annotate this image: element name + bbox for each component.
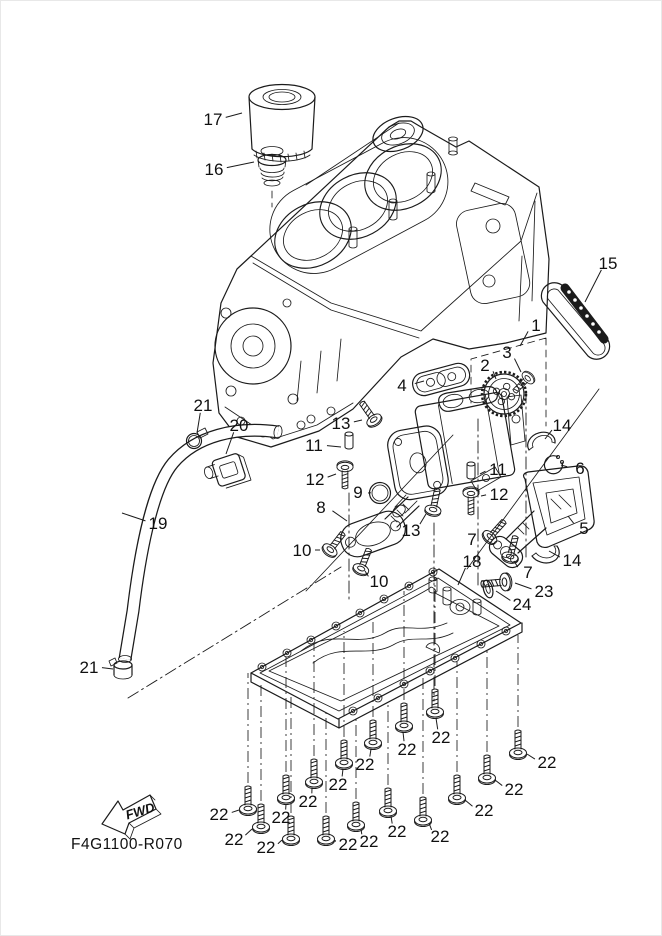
part-number-label: 18 (462, 552, 482, 571)
part-number-label: 19 (148, 514, 168, 533)
part-number-label: 14 (552, 416, 572, 435)
part-number-label: 13 (331, 414, 351, 433)
screw-icon (415, 797, 432, 827)
part-number-label: 22 (537, 753, 557, 772)
part-number-label: 22 (271, 808, 291, 827)
oil-filter-drawing (249, 85, 315, 163)
callout-leader-line (585, 270, 601, 302)
hose-drawing (119, 425, 283, 662)
filter-axis-line (306, 123, 399, 185)
flange-bosses (237, 339, 341, 437)
part-number-label: 6 (575, 459, 585, 478)
fwd-label: FWD (123, 799, 157, 823)
callout-leader-line (327, 446, 341, 447)
snap-ring-drawing (544, 455, 563, 473)
part-number-label: 7 (523, 563, 533, 582)
part-number-label: 15 (598, 254, 618, 273)
part-number-label: 21 (193, 396, 213, 415)
part-number-label: 24 (512, 595, 532, 614)
callout-leader-line (197, 413, 200, 433)
diagram-code: F4G1100-R070 (71, 836, 183, 853)
part-number-label: 22 (224, 830, 244, 849)
screw-icon (318, 816, 335, 846)
callout-leader-line (549, 551, 560, 557)
part-number-label: 22 (431, 728, 451, 747)
screw-icon (306, 759, 323, 789)
callout-leader-line (515, 583, 531, 589)
callout-leader-line (335, 840, 336, 842)
callout-leader-line (420, 514, 426, 524)
part-number-label: 22 (328, 775, 348, 794)
screw-icon (396, 703, 413, 733)
callout-leaders (102, 113, 601, 844)
part-number-label: 22 (474, 801, 494, 820)
callout-leader-line (332, 511, 347, 521)
screw-icon (509, 369, 537, 397)
callout-leader-line (514, 359, 521, 372)
pump-cover (385, 424, 450, 502)
part-number-label: 22 (359, 832, 379, 851)
callout-leader-line (481, 495, 486, 496)
screw-icon (480, 573, 512, 593)
part-number-label: 20 (229, 416, 249, 435)
chain-drawing (541, 283, 609, 360)
screw-icon (336, 740, 353, 770)
screw-icon (365, 720, 382, 750)
oil-pan-drawing (251, 568, 522, 728)
dowel-pin-icon (345, 432, 353, 449)
callout-leader-line (496, 591, 510, 600)
callout-leader-line (122, 513, 145, 521)
part-number-label: 10 (292, 541, 312, 560)
gasket-drawing (410, 361, 472, 398)
screw-icon (449, 775, 466, 805)
o-ring-drawing (370, 483, 391, 504)
screw-icon (380, 788, 397, 818)
callout-leader-line (232, 810, 239, 812)
diagram-canvas (1, 1, 662, 936)
fwd-arrow (102, 795, 161, 839)
screw-icon (510, 730, 527, 760)
crankcase-end-face (215, 299, 315, 423)
dowel-pin-icon (467, 462, 475, 479)
callout-leader-line (226, 113, 242, 117)
bearing-half-ring-upper (528, 432, 555, 450)
callout-leader-line (245, 829, 252, 835)
screw-icon (480, 515, 511, 547)
part-number-label: 7 (467, 530, 477, 549)
callout-leader-line (354, 420, 362, 422)
part-number-label: 23 (534, 582, 554, 601)
part-number-label: 22 (355, 755, 375, 774)
callout-leader-line (102, 668, 113, 669)
part-number-label: 22 (209, 805, 229, 824)
part-number-label: 16 (204, 160, 224, 179)
part-number-label: 17 (203, 110, 223, 129)
screw-icon (427, 689, 444, 719)
part-number-label: 13 (401, 521, 421, 540)
part-number-label: 22 (298, 792, 318, 811)
screw-icon (278, 775, 295, 805)
callout-leader-line (328, 474, 336, 477)
callout-leader-line (568, 516, 574, 523)
callout-leader-line (465, 800, 472, 806)
screw-icon (337, 461, 353, 489)
part-number-label: 22 (430, 827, 450, 846)
part-number-label: 8 (316, 498, 326, 517)
part-number-label: 12 (305, 470, 325, 489)
screw-icon (479, 755, 496, 785)
part-number-label: 11 (305, 436, 323, 455)
part-number-label: 22 (256, 838, 276, 857)
callout-leader-line (495, 780, 502, 786)
filter-mount-boss (368, 110, 428, 158)
chain-cavity (454, 183, 535, 321)
part-number-label: 22 (397, 740, 417, 759)
screw-icon (348, 802, 365, 832)
callout-leader-line (527, 754, 535, 759)
part-number-label: 9 (353, 483, 363, 502)
filter-fitting-drawing (258, 147, 286, 208)
fitting-drawing (202, 452, 251, 494)
part-number-label: 22 (387, 822, 407, 841)
screw-icon (253, 804, 270, 834)
part-number-label: 1 (531, 316, 541, 335)
part-number-label: 21 (79, 658, 99, 677)
screw-icon (240, 786, 257, 816)
part-number-label: 11 (489, 460, 507, 479)
part-number-label: 22 (338, 835, 358, 854)
part-number-label: 3 (502, 343, 512, 362)
engine-block-drawing (213, 110, 549, 447)
callout-leader-line (415, 381, 424, 384)
part-number-label: 5 (579, 519, 589, 538)
part-number-label: 22 (504, 780, 524, 799)
pin-glyphs (345, 432, 475, 479)
part-number-label: 4 (397, 376, 407, 395)
part-number-label: 2 (480, 356, 490, 375)
part-number-label: 14 (562, 551, 582, 570)
callout-leader-line (278, 840, 282, 844)
screw-icon (501, 534, 524, 565)
cylinder-bores (263, 131, 453, 281)
part-number-label: 10 (369, 572, 389, 591)
callout-leader-line (227, 162, 254, 168)
part-number-label: 12 (489, 485, 509, 504)
